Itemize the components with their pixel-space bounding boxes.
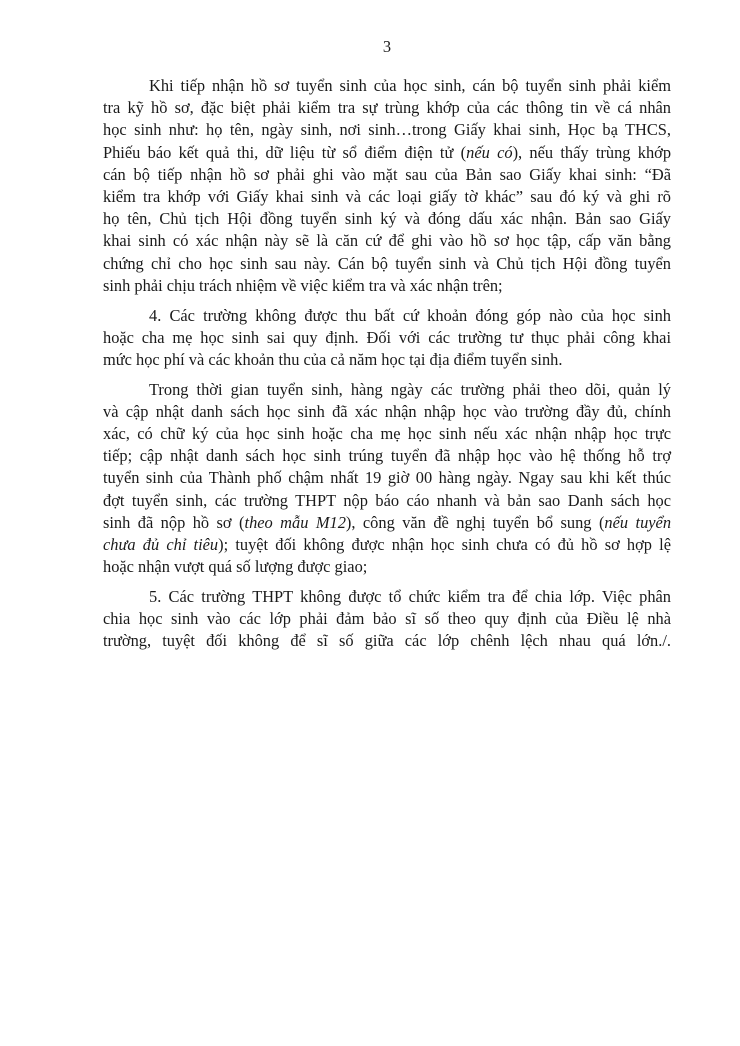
text-run: tra kỹ hồ sơ, đặc biệt phải kiểm tra sự trùng khớp của các thông tin về cá nhân <box>103 98 671 118</box>
document-body <box>103 75 671 653</box>
text-run: Phiếu báo kết quả thi, dữ liệu từ sổ điểm điện tử ( <box>103 142 467 162</box>
text-line <box>103 490 671 512</box>
text-line <box>103 275 671 297</box>
text-run: hoặc cha mẹ học sinh sai quy định. Đối với các trường tư thục phải công khai <box>103 327 671 347</box>
text-line <box>103 445 671 467</box>
text-line <box>103 164 671 186</box>
italic-text-run: theo mẫu M12 <box>244 512 346 532</box>
text-run: Trong thời gian tuyển sinh, hàng ngày các trường phải theo dõi, quản lý <box>149 379 671 399</box>
text-line <box>103 75 671 97</box>
text-run: ); tuyệt đối không được nhận học sinh chưa có đủ hồ sơ hợp lệ <box>218 535 671 555</box>
text-run: tuyển sinh của Thành phố chậm nhất 19 giờ 00 hàng ngày. Ngay sau khi kết thúc <box>103 468 671 488</box>
text-line <box>103 423 671 445</box>
text-run: tiếp; cập nhật danh sách học sinh trúng tuyển đã nhập học vào hệ thống hỗ trợ <box>103 446 671 466</box>
italic-text-run: nếu tuyển <box>604 512 672 532</box>
text-line <box>103 305 671 327</box>
italic-text-run: chưa đủ chỉ tiêu <box>103 535 219 555</box>
text-line <box>103 608 671 630</box>
text-line <box>103 401 671 423</box>
paragraph <box>103 586 671 653</box>
text-run: 4. Các trường không được thu bất cứ khoản đóng góp nào của học sinh <box>149 305 671 325</box>
text-run: và cập nhật danh sách học sinh đã xác nhận nhập học vào trường đầy đủ, chính <box>103 401 671 421</box>
text-run: trường, tuyệt đối không để sĩ số giữa các lớp chênh lệch nhau quá lớn./. <box>103 631 671 651</box>
text-run: sinh phải chịu trách nhiệm về việc kiểm tra và xác nhận trên; <box>103 275 503 295</box>
page-number: 3 <box>382 37 392 56</box>
text-run: cán bộ tiếp nhận hồ sơ phải ghi vào mặt sau của Bản sao Giấy khai sinh: “Đã <box>103 164 671 184</box>
text-line <box>103 467 671 489</box>
text-line <box>103 253 671 275</box>
text-line <box>103 230 671 252</box>
text-run: Khi tiếp nhận hồ sơ tuyển sinh của học sinh, cán bộ tuyển sinh phải kiểm <box>149 76 671 95</box>
text-run: đợt tuyển sinh, các trường THPT nộp báo cáo nhanh và bản sao Danh sách học <box>103 490 671 510</box>
text-line <box>103 556 671 578</box>
text-line <box>103 327 671 349</box>
text-run: ), nếu thấy trùng khớp <box>512 142 672 162</box>
text-run: ), công văn đề nghị tuyển bổ sung ( <box>345 512 605 532</box>
paragraph <box>103 75 671 297</box>
text-run: học sinh như: họ tên, ngày sinh, nơi sinh…trong Giấy khai sinh, Học bạ THCS, <box>103 120 671 140</box>
text-run: xác, có chữ ký của học sinh hoặc cha mẹ học sinh nếu xác nhận nhập học trực <box>103 424 671 444</box>
paragraph <box>103 305 671 372</box>
text-line <box>103 349 671 371</box>
text-line <box>103 186 671 208</box>
text-line <box>103 379 671 401</box>
text-run: chứng chỉ cho học sinh sau này. Cán bộ tuyển sinh và Chủ tịch Hội đồng tuyển <box>103 253 671 273</box>
text-run: sinh đã nộp hồ sơ ( <box>103 512 245 532</box>
text-line <box>103 630 671 652</box>
text-line <box>103 512 671 534</box>
text-line <box>103 534 671 556</box>
text-run: kiểm tra khớp với Giấy khai sinh và các loại giấy tờ khác” sau đó ký và ghi rõ <box>103 187 671 207</box>
text-run: hoặc nhận vượt quá số lượng được giao; <box>103 557 368 577</box>
text-line <box>103 97 671 119</box>
text-run: mức học phí và các khoản thu của cả năm học tại địa điểm tuyển sinh. <box>103 349 563 369</box>
text-line <box>103 119 671 141</box>
text-line <box>103 586 671 608</box>
text-line <box>103 142 671 164</box>
paragraph <box>103 379 671 579</box>
text-run: họ tên, Chủ tịch Hội đồng tuyển sinh ký và đóng dấu xác nhận. Bản sao Giấy <box>103 209 671 229</box>
text-line <box>103 208 671 230</box>
text-run: chia học sinh vào các lớp phải đảm bảo sĩ số theo quy định của Điều lệ nhà <box>103 609 671 629</box>
text-run: 5. Các trường THPT không được tổ chức kiểm tra để chia lớp. Việc phân <box>149 586 671 606</box>
italic-text-run: nếu có <box>466 142 513 162</box>
text-run: khai sinh có xác nhận này sẽ là căn cứ để ghi vào hồ sơ học tập, cấp văn bằng <box>103 231 671 251</box>
